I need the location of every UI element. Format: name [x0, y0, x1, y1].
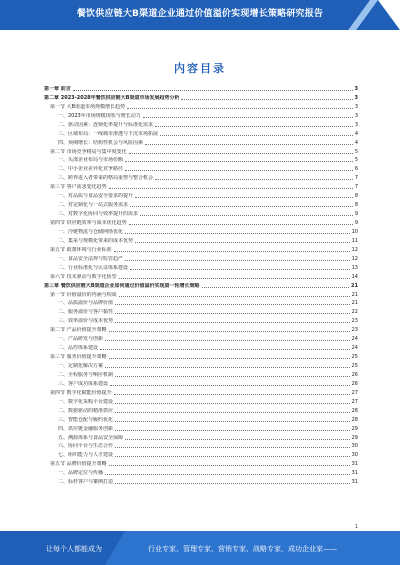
toc-entry[interactable]	[44, 387, 358, 396]
toc-leader-dots	[119, 278, 350, 279]
toc-entry-label: 三、效率溢价与成本优势	[58, 318, 114, 325]
toc-leader-dots	[125, 260, 350, 261]
toc-entry-page: 31	[351, 479, 358, 486]
table-of-contents	[44, 83, 358, 485]
toc-entry-label: 四、供应链金融服务创新	[58, 425, 114, 432]
toc-entry-label: 第三节 客户需求变化趋势	[50, 184, 107, 191]
toc-entry-page: 29	[351, 425, 358, 432]
toc-entry-label: 二、品控体系建设	[58, 345, 99, 352]
toc-entry-label: 第二节 市场竞争格局与集中度变化	[50, 148, 127, 155]
toc-entry-page: 28	[351, 407, 358, 414]
header-bar	[0, 0, 400, 30]
page-number: 1	[354, 524, 358, 530]
toc-leader-dots	[130, 269, 350, 270]
toc-entry[interactable]	[44, 467, 358, 476]
toc-leader-dots	[202, 287, 349, 288]
toc-leader-dots	[105, 367, 350, 368]
toc-entry-page: 24	[351, 345, 358, 352]
toc-entry-label: 第五节 品牌价值提升策略	[50, 461, 107, 468]
toc-entry[interactable]	[44, 262, 358, 271]
toc-entry-label: 第二章 2023-2028年餐饮供应链大B渠道市场发展趋势分析	[44, 94, 180, 101]
toc-entry-label: 第二节 产品价值提升策略	[50, 327, 107, 334]
toc-leader-dots	[109, 358, 350, 359]
toc-leader-dots	[130, 206, 353, 207]
toc-entry-page: 25	[351, 354, 358, 361]
toc-entry-page: 3	[354, 94, 358, 101]
toc-entry[interactable]	[44, 315, 358, 324]
toc-entry[interactable]	[44, 351, 358, 360]
toc-entry-label: 二、行业标准化与认证体系建设	[58, 264, 129, 271]
toc-entry-page: 9	[354, 211, 358, 218]
toc-entry-label: 第一章 前言	[44, 85, 71, 92]
toc-entry-page: 25	[351, 363, 358, 369]
toc-leader-dots	[135, 197, 353, 198]
report-title: 餐饮供应链大B渠道企业通过价值溢价实现增长策略研究报告	[76, 9, 324, 19]
toc-entry-page: 28	[351, 416, 358, 423]
toc-entry-label: 二、全程服务与响应机制	[58, 371, 114, 378]
toc-entry-page: 4	[354, 130, 358, 137]
toc-entry-label: 一、产品研发与创新	[58, 336, 104, 343]
toc-entry-label: 第六节 技术驱动与数字化转型	[50, 273, 117, 280]
toc-entry-page: 21	[351, 282, 358, 289]
toc-entry-label: 一、食品安全法规与监管趋严	[58, 255, 124, 262]
toc-leader-dots	[115, 322, 350, 323]
toc-entry-page: 24	[351, 336, 358, 343]
toc-leader-dots	[73, 90, 353, 91]
toc-entry-label: 三、对数字化协同与效率提升的需求	[58, 211, 139, 218]
toc-entry-page: 26	[351, 380, 358, 387]
toc-entry-label: 二、中小企业差异化竞争路径	[58, 166, 124, 173]
toc-leader-dots	[129, 224, 353, 225]
toc-leader-dots	[143, 117, 353, 118]
toc-entry[interactable]	[44, 458, 358, 467]
toc-entry-page: 3	[354, 85, 358, 92]
toc-entry-label: 三、智能仓配与履约优化	[58, 416, 114, 423]
toc-entry[interactable]	[44, 441, 358, 450]
toc-leader-dots	[127, 108, 353, 109]
toc-entry-page: 7	[354, 175, 358, 182]
toc-leader-dots	[115, 313, 350, 314]
toc-entry[interactable]	[44, 217, 358, 226]
toc-entry[interactable]	[44, 110, 358, 119]
toc-entry-label: 第一节 价值溢价的内涵与构成	[50, 291, 117, 298]
toc-entry[interactable]	[44, 432, 358, 441]
toc-entry-label: 二、对定制化与一站式服务需求	[58, 202, 129, 209]
toc-title: 内容目录	[174, 62, 226, 75]
toc-entry-label: 第三节 服务价值提升策略	[50, 354, 107, 361]
toc-entry-label: 一、头部企业布局与市场份额	[58, 157, 124, 164]
toc-entry-label: 二、标杆客户与案例打造	[58, 479, 114, 486]
toc-entry-label: 三、区域布局：一线城市渗透与下沉市场拓展	[58, 130, 159, 137]
toc-entry-label: 五、溯源体系与食品安全保障	[58, 434, 124, 441]
toc-entry[interactable]	[44, 289, 358, 298]
toc-entry[interactable]	[44, 244, 358, 253]
toc-entry-label: 一、2023年市场规模现状与增长动力	[58, 112, 141, 119]
toc-entry[interactable]	[44, 101, 358, 110]
toc-leader-dots	[115, 430, 350, 431]
toc-entry-label: 六、协同平台与生态合作	[58, 443, 114, 450]
toc-entry[interactable]	[44, 92, 358, 101]
toc-entry-label: 第四节 供应链效率与成本优化趋势	[50, 220, 127, 226]
toc-entry-page: 22	[351, 309, 358, 316]
toc-entry[interactable]	[44, 449, 358, 458]
toc-entry-page: 21	[351, 291, 358, 298]
toc-entry[interactable]	[44, 342, 358, 351]
toc-entry[interactable]	[44, 333, 358, 342]
toc-leader-dots	[125, 161, 353, 162]
toc-entry[interactable]	[44, 181, 358, 190]
toc-entry-page: 14	[351, 273, 358, 280]
toc-entry-label: 第四节 数字化赋能价值提升	[50, 389, 112, 396]
toc-entry-page: 12	[351, 255, 358, 262]
toc-entry[interactable]	[44, 306, 358, 315]
toc-entry[interactable]	[44, 360, 358, 369]
toc-entry[interactable]	[44, 235, 358, 244]
toc-entry-label: 二、数据驱动的精准供应	[58, 407, 114, 414]
toc-entry[interactable]	[44, 83, 358, 92]
toc-entry[interactable]	[44, 396, 358, 405]
toc-leader-dots	[125, 439, 350, 440]
toc-entry[interactable]	[44, 155, 358, 164]
toc-leader-dots	[125, 170, 353, 171]
toc-entry-label: 四、预期增长：结构性机会与风险因素	[58, 139, 144, 146]
toc-entry[interactable]	[44, 146, 358, 155]
toc-entry[interactable]	[44, 119, 358, 128]
toc-entry[interactable]	[44, 423, 358, 432]
toc-leader-dots	[105, 474, 350, 475]
toc-entry-page: 5	[354, 157, 358, 164]
toc-entry-page: 6	[354, 166, 358, 173]
toc-leader-dots	[160, 135, 353, 136]
toc-entry-page: 31	[351, 461, 358, 468]
toc-leader-dots	[115, 447, 350, 448]
toc-leader-dots	[155, 126, 353, 127]
toc-entry[interactable]	[44, 253, 358, 262]
toc-entry-page: 23	[351, 327, 358, 334]
toc-entry[interactable]	[44, 280, 358, 289]
toc-entry[interactable]	[44, 271, 358, 280]
toc-entry-label: 第一节 大B渠道市场规模增长趋势	[50, 103, 126, 110]
toc-entry-page: 13	[351, 264, 358, 271]
toc-entry-page: 23	[351, 318, 358, 325]
toc-entry-page: 8	[354, 202, 358, 209]
toc-leader-dots	[115, 483, 350, 484]
toc-leader-dots	[115, 412, 350, 413]
toc-entry-page: 3	[354, 121, 358, 128]
toc-leader-dots	[145, 144, 353, 145]
toc-entry-page: 4	[354, 139, 358, 146]
toc-entry-page: 11	[351, 237, 358, 244]
toc-leader-dots	[135, 242, 350, 243]
toc-entry[interactable]	[44, 172, 358, 181]
toc-leader-dots	[110, 385, 350, 386]
toc-entry-page: 21	[351, 300, 358, 307]
toc-entry-page: 8	[354, 193, 358, 200]
toc-entry[interactable]	[44, 226, 358, 235]
toc-leader-dots	[109, 188, 353, 189]
toc-entry-page: 3	[354, 112, 358, 119]
toc-entry-page: 3	[354, 103, 358, 110]
toc-leader-dots	[125, 233, 350, 234]
toc-leader-dots	[115, 421, 350, 422]
toc-leader-dots	[109, 331, 350, 332]
toc-entry-page: 31	[351, 470, 358, 477]
toc-leader-dots	[100, 349, 350, 350]
toc-entry-page: 9	[354, 220, 358, 226]
toc-entry-page: 12	[351, 246, 358, 253]
toc-leader-dots	[140, 215, 353, 216]
toc-entry-page: 10	[351, 228, 358, 235]
toc-leader-dots	[181, 99, 352, 100]
toc-leader-dots	[114, 251, 350, 252]
toc-entry[interactable]	[44, 128, 358, 137]
toc-entry[interactable]	[44, 369, 358, 378]
toc-leader-dots	[155, 179, 353, 180]
toc-entry-page: 27	[351, 398, 358, 405]
toc-entry-label: 二、集采与规模化带来的成本优势	[58, 237, 134, 244]
toc-entry-label: 七、组织能力与人才建设	[58, 452, 114, 459]
toc-leader-dots	[119, 296, 350, 297]
toc-leader-dots	[115, 304, 350, 305]
toc-entry[interactable]	[44, 476, 358, 485]
toc-entry-label: 二、驱动因素：连锁化率提升与标准化需求	[58, 121, 154, 128]
toc-entry[interactable]	[44, 163, 358, 172]
toc-entry-label: 一、数字化采购平台建设	[58, 398, 114, 405]
toc-entry-page: 27	[351, 389, 358, 396]
toc-entry[interactable]	[44, 414, 358, 423]
toc-entry-label: 二、服务溢价与客户黏性	[58, 309, 114, 316]
toc-entry-label: 三、客户成功体系建设	[58, 380, 109, 387]
toc-entry-page: 30	[351, 443, 358, 450]
toc-entry[interactable]	[44, 378, 358, 387]
toc-entry[interactable]	[44, 405, 358, 414]
toc-entry-label: 三、跨界进入者带来的格局重塑与整合机会	[58, 175, 154, 182]
toc-entry-page: 29	[351, 434, 358, 441]
toc-entry[interactable]	[44, 190, 358, 199]
toc-entry-page: 5	[354, 148, 358, 155]
toc-entry[interactable]	[44, 199, 358, 208]
toc-entry[interactable]	[44, 324, 358, 333]
toc-entry-label: 一、冷链物流与仓储网络优化	[58, 228, 124, 235]
toc-entry-label: 一、定制化解决方案	[58, 363, 104, 369]
footer-bar	[0, 531, 400, 565]
toc-leader-dots	[114, 394, 350, 395]
toc-leader-dots	[115, 403, 350, 404]
toc-entry-page: 26	[351, 371, 358, 378]
footer-slogan-right: 行业专家、管理专家、营销专家、战略专家、成功企业家——	[148, 545, 337, 553]
toc-leader-dots	[129, 153, 353, 154]
toc-leader-dots	[109, 465, 350, 466]
toc-entry-label: 第五节 政策环境与行业标准	[50, 246, 112, 253]
toc-entry-label: 第三章 餐饮供应链大B渠道企业如何通过价值溢价实现第一轮增长策略	[44, 282, 200, 289]
toc-entry-label: 一、品质溢价与品牌价值	[58, 300, 114, 307]
toc-entry[interactable]	[44, 298, 358, 307]
toc-leader-dots	[115, 456, 350, 457]
toc-entry-page: 7	[354, 184, 358, 191]
toc-leader-dots	[115, 376, 350, 377]
footer-slogan-left: 让每个人都能成为	[46, 545, 102, 553]
toc-entry-label: 一、品牌定位与传播	[58, 470, 104, 477]
toc-leader-dots	[105, 340, 350, 341]
toc-entry-label: 一、对品质与食品安全要求的提升	[58, 193, 134, 200]
toc-entry-page: 30	[351, 452, 358, 459]
toc-entry[interactable]	[44, 137, 358, 146]
toc-entry[interactable]	[44, 208, 358, 217]
